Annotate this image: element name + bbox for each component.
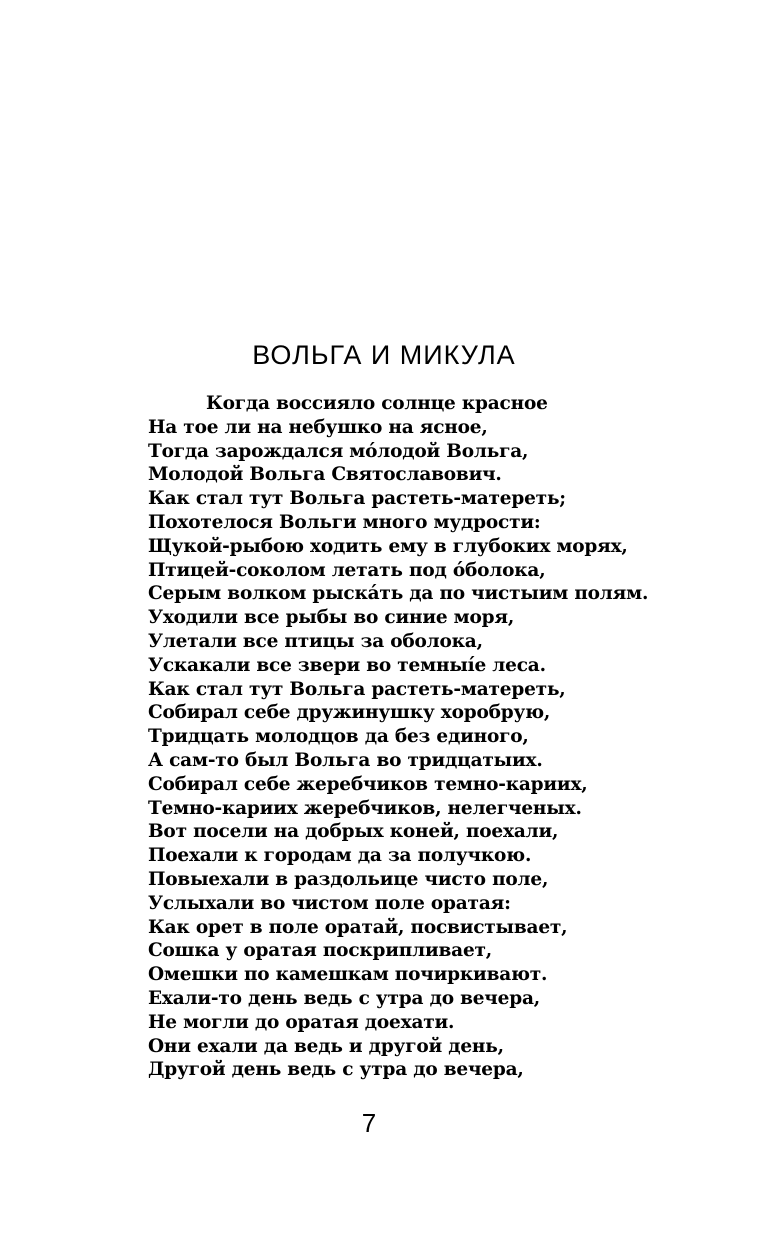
poem-line: Похотелося Вольги много мудрости: [148,511,541,533]
poem-line: Вот посели на добрых коней, поехали, [148,821,559,843]
poem-line: Когда воссияло солнце красное [206,393,548,414]
poem-line: На тое ли на небушко на ясное, [148,416,488,438]
poem-title: ВОЛЬГА И МИКУЛА [252,340,516,370]
poem-line: Как стал тут Вольга растеть-матереть, [148,678,566,700]
poem-line: Не могли до оратая доехати. [148,1011,455,1033]
poem-line: Уходили все рыбы во синие моря, [148,607,515,629]
poem-line: Омешки по камешкам почиркивают. [148,964,548,986]
poem-line: Услыхали во чистом поле оратая: [148,892,511,914]
poem-line: Другой день ведь с утра до вечера, [148,1059,524,1081]
poem-line: Улетали все птицы за оболока, [148,630,483,652]
poem-line: Темно-кариих жеребчиков, нелегченых. [148,797,582,819]
poem-line: Ускакали все звери во темныíе леса. [148,654,546,676]
poem-line: Поехали к городам да за получкою. [148,845,532,867]
poem-line: Сошка у оратая поскрипливает, [148,940,493,962]
poem-line: Ехали-то день ведь с утра до вечера, [148,987,540,1009]
poem-line: Как орет в поле оратай, посвистывает, [148,916,568,938]
poem-line: Как стал тут Вольга растеть-матереть; [148,488,566,510]
poem-line: Щукой-рыбою ходить ему в глубоких морях, [148,535,628,557]
poem-line: Они ехали да ведь и другой день, [148,1035,504,1057]
poem-line: Собирал себе дружинушку хоробрую, [148,702,551,724]
poem-line: Повыехали в раздольице чисто поле, [148,868,549,890]
poem-line: А сам-то был Вольга во тридцатыих. [148,749,543,771]
poem-line: Тогда зарождался мóлодой Вольга, [148,440,529,462]
poem-line: Молодой Вольга Святославович. [148,464,502,486]
poem-line: Тридцать молодцов да без единого, [148,726,529,748]
page-number: 7 [361,1108,377,1138]
poem-line: Собирал себе жеребчиков темно-кариих, [148,773,588,795]
poem-line: Птицей-соколом летать под óболока, [148,559,546,581]
poem-text [148,392,708,1082]
poem-line: Серым волком рыскáть да по чистыим полям. [148,583,649,605]
